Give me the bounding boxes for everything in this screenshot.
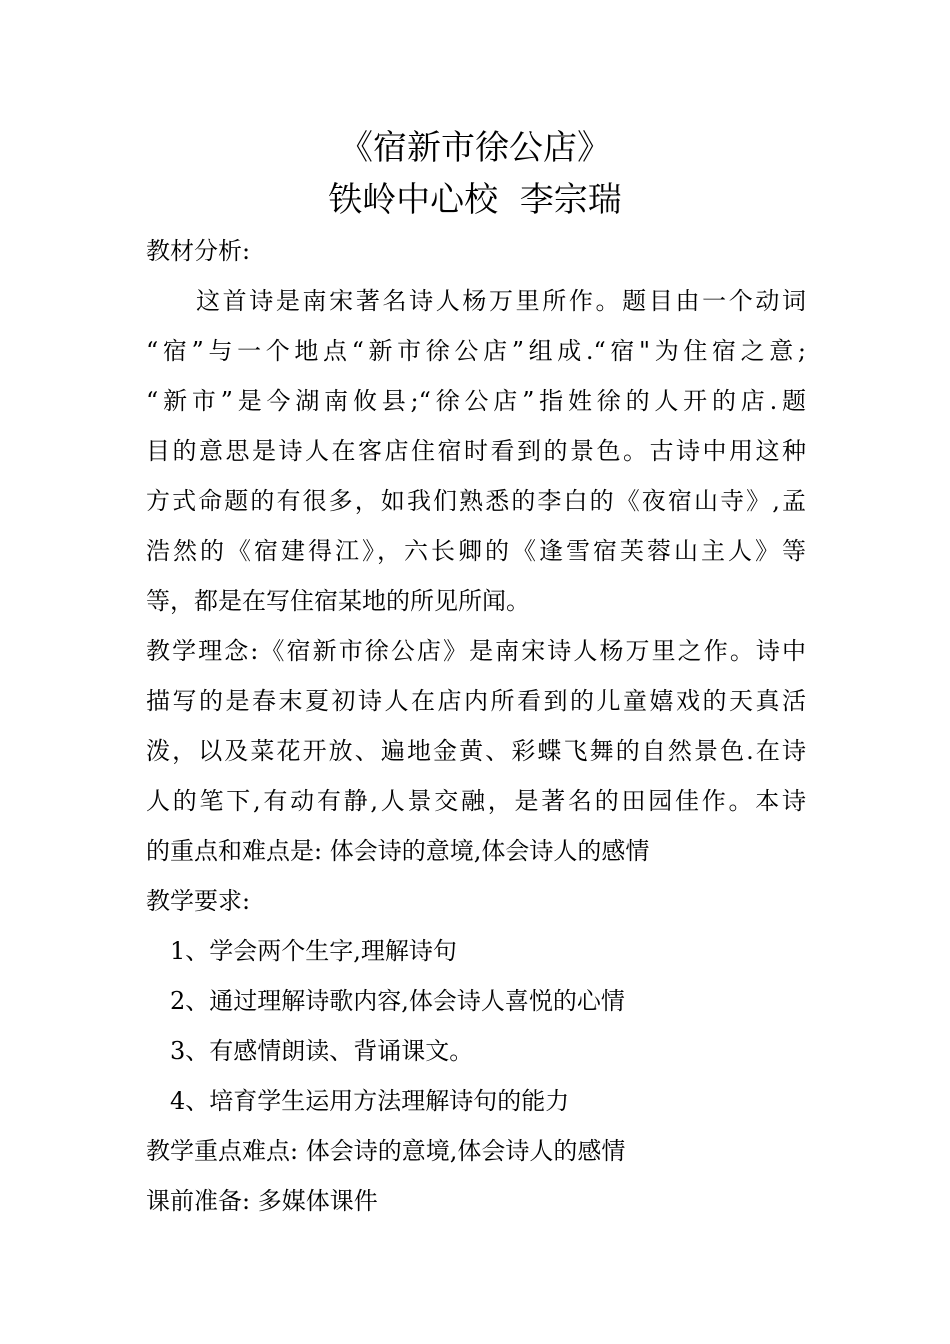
concept-line: 描写的是春末夏初诗人在店内所看到的儿童嬉戏的天真活 bbox=[146, 687, 806, 715]
document-title: 《宿新市徐公店》 bbox=[339, 128, 611, 168]
analysis-line: 方式命题的有很多，如我们熟悉的李白的《夜宿山寺》,孟 bbox=[146, 487, 806, 515]
concept-line: 的重点和难点是: 体会诗的意境,体会诗人的感情 bbox=[146, 837, 650, 865]
analysis-line: 目的意思是诗人在客店住宿时看到的景色。古诗中用这种 bbox=[146, 437, 806, 465]
analysis-line: “新市”是今湖南攸县;“徐公店”指姓徐的人开的店.题 bbox=[146, 387, 806, 415]
concept-line: 教学理念:《宿新市徐公店》是南宋诗人杨万里之作。诗中 bbox=[146, 637, 806, 665]
requirement-item: 4、培育学生运用方法理解诗句的能力 bbox=[170, 1087, 570, 1115]
preparation-line: 课前准备: 多媒体课件 bbox=[146, 1187, 378, 1215]
analysis-heading: 教材分析: bbox=[146, 237, 251, 265]
analysis-line: 等，都是在写住宿某地的所见所闻。 bbox=[146, 587, 530, 615]
requirement-item: 1、学会两个生字,理解诗句 bbox=[170, 937, 457, 965]
analysis-line: 这首诗是南宋著名诗人杨万里所作。题目由一个动词 bbox=[196, 287, 806, 315]
document-author: 铁岭中心校 李宗瑞 bbox=[328, 180, 622, 220]
requirements-heading: 教学要求: bbox=[146, 887, 251, 915]
analysis-line: “宿”与一个地点“新市徐公店”组成.“宿"为住宿之意; bbox=[146, 337, 806, 365]
concept-line: 人的笔下,有动有静,人景交融，是著名的田园佳作。本诗 bbox=[146, 787, 806, 815]
requirement-item: 2、通过理解诗歌内容,体会诗人喜悦的心情 bbox=[170, 987, 625, 1015]
concept-line: 泼，以及菜花开放、遍地金黄、彩蝶飞舞的自然景色.在诗 bbox=[146, 737, 806, 765]
requirement-item: 3、有感情朗读、背诵课文。 bbox=[170, 1037, 474, 1065]
analysis-line: 浩然的《宿建得江》，六长卿的《逢雪宿芙蓉山主人》等 bbox=[146, 537, 806, 565]
key-points-line: 教学重点难点: 体会诗的意境,体会诗人的感情 bbox=[146, 1137, 626, 1165]
